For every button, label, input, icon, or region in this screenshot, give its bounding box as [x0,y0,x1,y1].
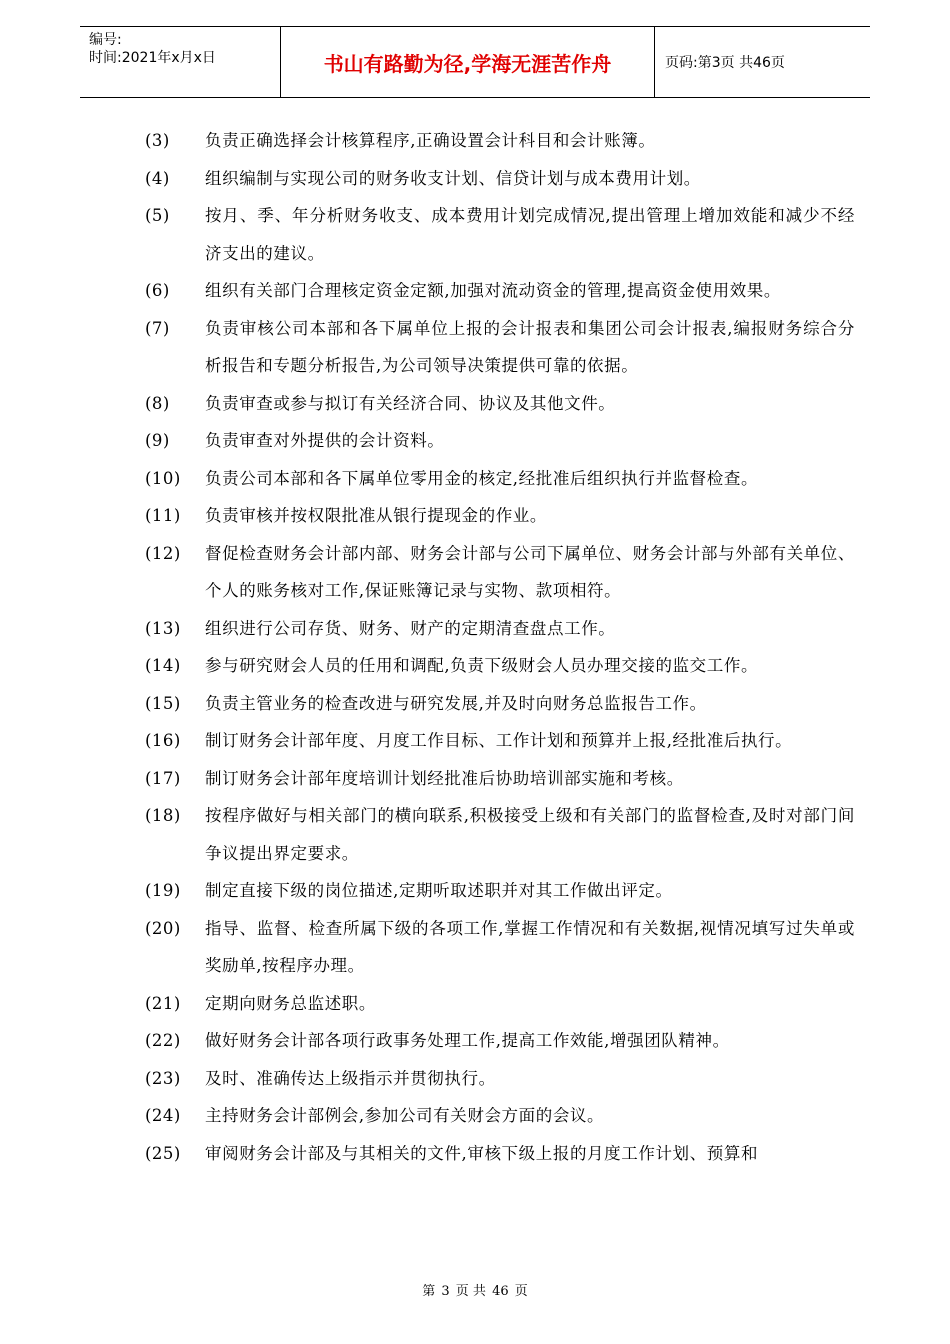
item-text: 参与研究财会人员的任用和调配,负责下级财会人员办理交接的监交工作。 [205,656,759,675]
item-text: 组织进行公司存货、财务、财产的定期清查盘点工作。 [205,618,616,638]
document-date: 时间:2021年x月x日 [89,50,216,66]
item-text: 负责审核并按权限批准从银行提现金的作业。 [205,506,547,525]
item-number: (20) [145,918,181,938]
list-item [145,685,855,723]
item-number: (18) [145,806,181,825]
item-number: (5) [145,206,170,225]
item-number: (6) [145,281,170,300]
item-number: (10) [145,468,181,488]
item-number: (14) [145,656,181,675]
list-item [145,272,855,310]
list-item [145,422,855,460]
item-number: (13) [145,618,181,638]
item-text: 组织编制与实现公司的财务收支计划、信贷计划与成本费用计划。 [205,168,701,188]
item-text: 按程序做好与相关部门的横向联系,积极接受上级和有关部门的监督检查,及时对部门间争议提出界定要求。 [205,806,855,863]
item-text: 负责审核公司本部和各下属单位上报的会计报表和集团公司会计报表,编报财务综合分析报告和专题分析报告,为公司领导决策提供可靠的依据。 [205,318,855,375]
footer-prefix: 第 [422,1284,436,1299]
item-text: 督促检查财务会计部内部、财务会计部与公司下属单位、财务会计部与外部有关单位、个人的账务核对工作,保证账簿记录与实物、款项相符。 [205,543,855,600]
item-text: 及时、准确传达上级指示并贯彻执行。 [205,1068,496,1088]
list-item [145,872,855,910]
header-meta [80,27,281,97]
list-item [145,985,855,1023]
page-footer [0,1280,950,1299]
item-number: (25) [145,1143,181,1163]
item-text: 主持财务会计部例会,参加公司有关财会方面的会议。 [205,1106,605,1125]
item-number: (4) [145,168,170,188]
item-number: (19) [145,881,181,900]
document-number-label: 编号: [89,32,122,48]
list-item [145,1097,855,1135]
item-text: 做好财务会计部各项行政事务处理工作,提高工作效能,增强团队精神。 [205,1031,730,1050]
item-number: (23) [145,1068,181,1088]
item-number: (7) [145,318,170,338]
item-text: 负责审查对外提供的会计资料。 [205,431,445,450]
item-number: (17) [145,768,181,788]
item-text: 定期向财务总监述职。 [205,993,376,1013]
list-item [145,497,855,535]
item-number: (9) [145,431,170,450]
list-item [145,1022,855,1060]
list-item [145,197,855,272]
page-header [80,26,870,98]
list-item [145,122,855,160]
list-item [145,797,855,872]
item-number: (11) [145,506,181,525]
list-item [145,1060,855,1098]
item-number: (8) [145,393,170,413]
item-text: 组织有关部门合理核定资金定额,加强对流动资金的管理,提高资金使用效果。 [205,281,781,300]
item-number: (24) [145,1106,181,1125]
header-motto: 书山有路勤为径,学海无涯苦作舟 [281,27,655,97]
list-item [145,385,855,423]
item-text: 制定直接下级的岗位描述,定期听取述职并对其工作做出评定。 [205,881,673,900]
item-text: 审阅财务会计部及与其相关的文件,审核下级上报的月度工作计划、预算和 [205,1143,759,1163]
list-item [145,722,855,760]
item-text: 负责审查或参与拟订有关经济合同、协议及其他文件。 [205,393,616,413]
list-item [145,310,855,385]
item-text: 负责正确选择会计核算程序,正确设置会计科目和会计账簿。 [205,131,656,150]
list-item [145,460,855,498]
item-number: (15) [145,693,181,713]
item-number: (21) [145,993,181,1013]
list-item [145,647,855,685]
list-item [145,160,855,198]
list-item [145,910,855,985]
list-item [145,535,855,610]
header-page-number: 页码:第3页 共46页 [665,55,785,71]
item-text: 指导、监督、检查所属下级的各项工作,掌握工作情况和有关数据,视情况填写过失单或奖励单,按程序办理。 [205,918,855,975]
item-text: 制订财务会计部年度培训计划经批准后协助培训部实施和考核。 [205,768,684,788]
footer-total: 46 [492,1284,509,1299]
item-text: 负责主管业务的检查改进与研究发展,并及时向财务总监报告工作。 [205,693,707,713]
responsibility-list [145,122,855,1172]
item-number: (12) [145,543,181,563]
list-item [145,760,855,798]
footer-page: 3 [441,1284,450,1299]
list-item [145,610,855,648]
item-text: 负责公司本部和各下属单位零用金的核定,经批准后组织执行并监督检查。 [205,468,759,488]
item-number: (22) [145,1031,181,1050]
list-item [145,1135,855,1173]
item-text: 制订财务会计部年度、月度工作目标、工作计划和预算并上报,经批准后执行。 [205,731,793,750]
item-number: (3) [145,131,170,150]
item-number: (16) [145,731,181,750]
footer-middle: 页 共 [455,1284,486,1299]
item-text: 按月、季、年分析财务收支、成本费用计划完成情况,提出管理上增加效能和减少不经济支出的建议。 [205,206,855,263]
footer-suffix: 页 [514,1284,528,1299]
